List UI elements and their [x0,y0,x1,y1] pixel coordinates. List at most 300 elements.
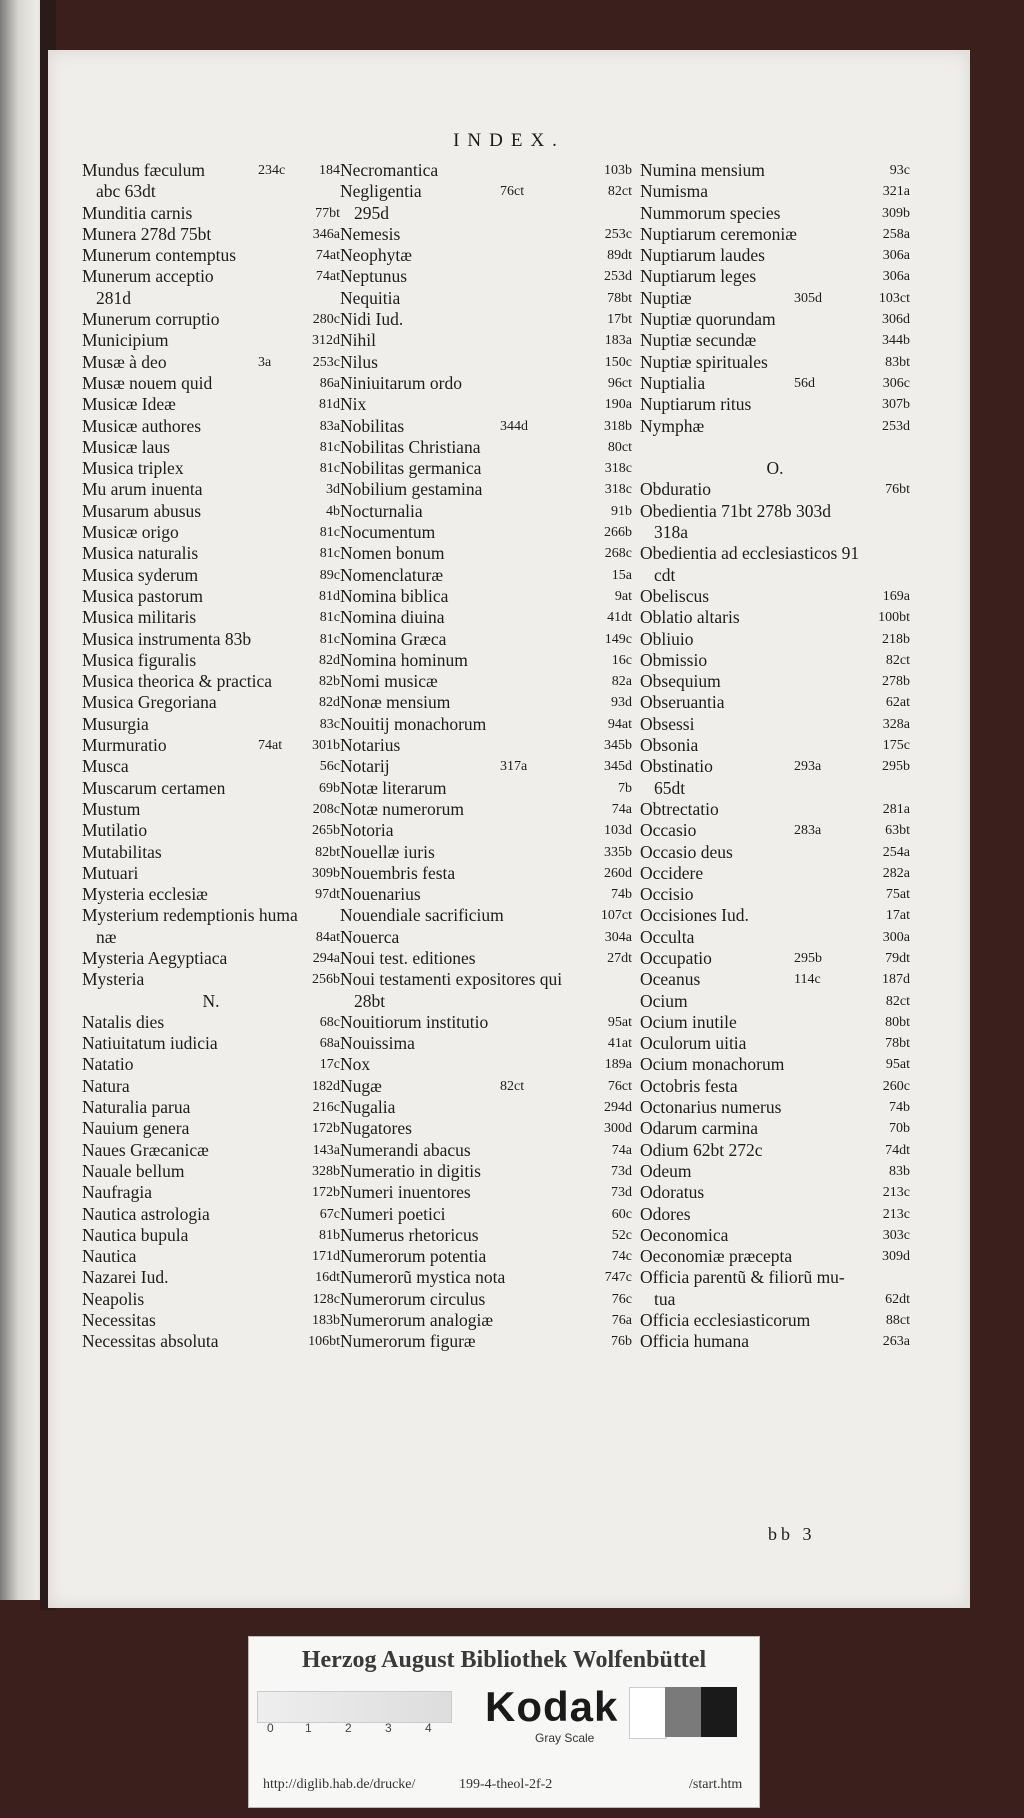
index-entry [82,650,340,671]
entry-ref: 77bt [315,205,340,221]
entry-term: Nuptiæ [640,287,692,308]
entry-ref: 82b [319,674,340,690]
entry-term: Neptunus [340,266,408,287]
entry-ref: 79dt [885,950,910,966]
scale-number: 3 [385,1721,392,1735]
entry-term: Ocium monachorum [640,1054,785,1075]
entry-term: Nequitia [340,287,401,308]
entry-term: Odarum carmina [640,1118,759,1139]
entry-ref: 304a [604,929,632,945]
entry-ref: 82d [319,695,340,711]
index-entry [82,522,340,543]
index-entry [82,863,340,884]
index-entry [640,714,910,735]
entry-ref: 306d [882,312,910,328]
entry-ref: 74at [258,738,283,754]
entry-term: Nouerca [340,926,400,947]
entry-ref: 175c [882,738,910,754]
index-entry [340,1225,632,1246]
index-entry [82,629,340,650]
entry-term: Numerorũ mystica nota [340,1267,506,1288]
entry-term: Mysteria Aegyptiaca [82,947,228,968]
index-entry [340,394,632,415]
entry-ref: 81c [319,525,340,541]
entry-ref: 17c [319,1057,340,1073]
index-entry [82,586,340,607]
entry-ref: 208c [312,801,340,817]
entry-term: Nomina hominum [340,649,468,670]
library-color-target [248,1636,760,1808]
index-entry [640,1267,910,1288]
entry-ref: 103b [604,163,632,178]
index-entry [82,735,340,756]
index-entry [82,820,340,841]
entry-term: Numeri inuentores [340,1182,471,1203]
entry-term: Musica figuralis [82,649,197,670]
entry-ref: 56c [319,759,340,775]
entry-ref: 82ct [500,1078,525,1094]
index-entry [340,1289,632,1310]
index-entry [340,203,632,224]
entry-ref: 83a [319,418,340,434]
entry-term: Nuptiarum laudes [640,245,765,266]
entry-term: Occisiones Iud. [640,905,749,926]
entry-ref: 293a [794,759,822,775]
index-entry [640,394,910,415]
entry-term: Mundus fæculum [82,160,205,180]
entry-term: Naues Græcanicæ [82,1139,209,1160]
entry-term: 28bt [354,990,386,1011]
entry-term: Obeliscus [640,585,710,606]
entry-ref: 86a [319,375,340,391]
index-entry [340,1076,632,1097]
entry-ref: 60c [611,1206,632,1222]
entry-ref: 83c [319,716,340,732]
entry-ref: 106bt [308,1334,340,1350]
entry-term: Nouenarius [340,884,421,905]
entry-ref: 76ct [500,184,525,200]
gray-swatch [665,1687,701,1737]
entry-term: Musicæ laus [82,436,170,457]
entry-ref: 283a [794,823,822,839]
index-entry [340,245,632,266]
entry-term: Musica Gregoriana [82,692,217,713]
index-entry [340,458,632,479]
index-entry [640,181,910,202]
index-entry [640,1012,910,1033]
index-entry [640,352,910,373]
entry-term: Necromantica [340,160,439,180]
index-entry [640,586,910,607]
entry-term: Numerorum circulus [340,1288,486,1309]
entry-ref: 56d [794,375,815,391]
index-entry [640,948,910,969]
entry-term: Occupatio [640,947,712,968]
index-entry [82,842,340,863]
entry-ref: 93d [611,695,632,711]
entry-ref: 89dt [607,248,632,264]
index-entry [82,884,340,905]
entry-ref: 100bt [878,610,910,626]
entry-ref: 184 [319,163,340,178]
index-entry [640,1225,910,1246]
index-entry [640,1161,910,1182]
index-entry [340,969,632,990]
entry-ref: 260c [882,1078,910,1094]
entry-ref: 268c [604,546,632,562]
entry-term: Nautica bupula [82,1224,189,1245]
index-entry [640,969,910,990]
entry-ref: 344b [882,333,910,349]
entry-ref: 266b [604,525,632,541]
entry-term: Mutuari [82,862,139,883]
index-entry [340,1054,632,1075]
entry-ref: 81c [319,461,340,477]
entry-ref: 74b [889,1100,910,1116]
entry-ref: 328b [312,1163,340,1179]
entry-ref: 253d [882,418,910,434]
entry-term: Odoratus [640,1182,705,1203]
entry-ref: 95at [607,1014,632,1030]
entry-ref: 74at [315,248,340,264]
index-entry [82,245,340,266]
entry-ref: 73d [611,1163,632,1179]
entry-ref: 27dt [607,950,632,966]
entry-ref: 68a [319,1036,340,1052]
entry-ref: 282a [882,865,910,881]
entry-term: Musca [82,756,129,777]
entry-term: Mysterium redemptionis huma [82,905,298,926]
index-entry [640,288,910,309]
entry-term: Numeratio in digitis [340,1160,481,1181]
entry-ref: 183b [312,1313,340,1329]
entry-ref: 213c [882,1185,910,1201]
index-entry [640,607,910,628]
entry-ref: 300a [882,929,910,945]
index-entry [340,501,632,522]
index-entry [82,991,340,1012]
entry-ref: 258a [882,226,910,242]
entry-term: Nomenclaturæ [340,564,444,585]
entry-ref: 81c [319,631,340,647]
entry-ref: 254a [882,844,910,860]
entry-ref: 328a [882,716,910,732]
url-base: http://diglib.hab.de/drucke/ [263,1777,416,1792]
entry-ref: 7b [618,780,632,796]
entry-term: Notoria [340,820,394,841]
entry-term: Notarij [340,756,390,777]
entry-ref: 306c [882,375,910,391]
entry-ref: 256b [312,972,340,988]
entry-term: Oceanus [640,969,701,990]
entry-ref: 294a [312,950,340,966]
index-entry [82,352,340,373]
entry-term: Munerum acceptio [82,266,214,287]
index-entry [340,671,632,692]
index-entry [640,799,910,820]
entry-ref: 69b [319,780,340,796]
entry-ref: 281a [882,801,910,817]
index-entry [640,479,910,500]
entry-term: Nonæ mensium [340,692,451,713]
index-entry [340,607,632,628]
entry-ref: 318c [604,461,632,477]
index-entry [640,522,910,543]
index-entry [82,927,340,948]
entry-ref: 150c [604,354,632,370]
entry-term: Notarius [340,735,401,756]
entry-ref: 172b [312,1185,340,1201]
entry-ref: 96ct [607,375,632,391]
entry-ref: 278b [882,674,910,690]
entry-ref: 74a [611,1142,632,1158]
index-entry [640,1310,910,1331]
entry-ref: 345b [604,738,632,754]
entry-ref: 747c [604,1270,632,1286]
entry-ref: 295b [794,950,822,966]
index-entry [640,203,910,224]
index-entry [340,778,632,799]
entry-term: Nuptiarum ceremoniæ [640,223,797,244]
entry-term: Neophytæ [340,245,412,266]
entry-term: tua [654,1288,676,1309]
entry-term: Nouendiale sacrificium [340,905,504,926]
entry-ref: 17at [885,908,910,924]
entry-ref: 82ct [885,652,910,668]
entry-ref: 76c [611,1291,632,1307]
entry-term: Obsessi [640,713,695,734]
entry-term: Nemesis [340,223,401,244]
index-column-3 [640,160,910,1353]
index-entry [340,927,632,948]
index-entry [82,224,340,245]
index-entry [82,1076,340,1097]
index-entry [640,820,910,841]
index-entry [340,863,632,884]
entry-ref: 321a [882,184,910,200]
entry-ref: 76bt [885,482,910,498]
signature-mark: bb 3 [768,1524,816,1544]
index-entry [82,799,340,820]
entry-ref: 107ct [600,908,632,924]
entry-ref: 307b [882,397,910,413]
entry-ref: 75at [885,887,910,903]
entry-term: Nix [340,394,367,415]
index-entry [640,266,910,287]
index-entry [640,756,910,777]
entry-ref: 93c [889,163,910,178]
index-entry [340,160,632,181]
scale-number: 4 [425,1721,432,1735]
entry-ref: 41at [607,1036,632,1052]
entry-term: Mysteria [82,969,145,990]
entry-ref: 84at [315,929,340,945]
index-entry [340,1246,632,1267]
entry-ref: 253c [312,354,340,370]
index-entry [82,437,340,458]
entry-ref: 345d [604,759,632,775]
entry-ref: 183a [604,333,632,349]
entry-ref: 216c [312,1100,340,1116]
entry-term: Nihil [340,330,376,351]
entry-ref: 346a [312,226,340,242]
entry-ref: 74c [611,1249,632,1265]
entry-term: Nuptiæ secundæ [640,330,757,351]
entry-ref: 309b [882,205,910,221]
entry-term: Octonarius numerus [640,1097,782,1118]
index-entry [82,905,340,926]
entry-term: Nocturnalia [340,500,423,521]
entry-term: Musæ à deo [82,351,167,372]
entry-ref: 103ct [878,290,910,306]
entry-ref: 234c [258,163,286,178]
entry-term: Odium 62bt 272c [640,1139,763,1160]
index-entry [82,1267,340,1288]
index-entry [340,352,632,373]
entry-term: 295d [354,202,389,223]
entry-ref: 295b [882,759,910,775]
entry-term: Nuptiæ quorundam [640,309,776,330]
entry-term: Nomina Græca [340,628,447,649]
index-entry [640,1331,910,1352]
index-entry [82,692,340,713]
entry-ref: 82ct [607,184,632,200]
index-column-1 [82,160,340,1353]
index-entry [82,458,340,479]
index-entry [340,820,632,841]
entry-ref: 62at [885,695,910,711]
index-entry [340,692,632,713]
index-entry [82,1204,340,1225]
entry-term: Nouitij monachorum [340,713,487,734]
index-entry [82,266,340,287]
entry-term: Nouitiorum institutio [340,1011,489,1032]
entry-term: Officia parentũ & filiorũ mu- [640,1267,845,1288]
index-entry [640,245,910,266]
index-entry [340,650,632,671]
entry-term: Ocium inutile [640,1011,737,1032]
index-entry [82,160,340,181]
entry-ref: 169a [882,588,910,604]
entry-term: Officia humana [640,1331,750,1352]
index-entry [340,905,632,926]
entry-ref: 15a [611,567,632,583]
index-entry [640,1246,910,1267]
entry-term: Officia ecclesiasticorum [640,1310,811,1331]
page-title: INDEX. [453,130,565,151]
entry-term: Obedientia ad ecclesiasticos 91 [640,543,860,564]
entry-ref: 16dt [315,1270,340,1286]
entry-term: Obmissio [640,649,708,670]
entry-term: Nazarei Iud. [82,1267,169,1288]
entry-term: Occulta [640,926,695,947]
entry-term: Oeconomiæ præcepta [640,1246,793,1267]
index-entry [340,522,632,543]
scale-number: 0 [267,1721,274,1735]
index-entry [82,181,340,202]
entry-term: 318a [654,522,689,543]
entry-term: Nummorum species [640,202,781,223]
index-entry [340,1012,632,1033]
index-entry [640,629,910,650]
entry-ref: 95at [885,1057,910,1073]
entry-ref: 82bt [315,844,340,860]
index-entry [82,1161,340,1182]
entry-term: Occasio deus [640,841,733,862]
index-entry [640,1289,910,1310]
entry-term: Musicæ Ideæ [82,394,176,415]
entry-ref: 74a [611,801,632,817]
index-entry [340,1118,632,1139]
index-entry [340,714,632,735]
index-entry [82,203,340,224]
entry-ref: 149c [604,631,632,647]
entry-term: Natatio [82,1054,134,1075]
index-entry [640,1033,910,1054]
index-entry [82,1097,340,1118]
entry-term: Notæ numerorum [340,798,464,819]
entry-ref: 190a [604,397,632,413]
index-entry [640,863,910,884]
entry-ref: 78bt [885,1036,910,1052]
entry-ref: 82d [319,652,340,668]
index-entry [640,458,910,479]
index-entry [640,437,910,458]
entry-term: Obsequium [640,671,721,692]
entry-ref: 74at [315,269,340,285]
entry-ref: 94at [607,716,632,732]
entry-ref: 301b [312,738,340,754]
entry-term: Natura [82,1075,130,1096]
index-entry [340,1097,632,1118]
entry-term: Nouellæ iuris [340,841,435,862]
entry-term: Neapolis [82,1288,145,1309]
entry-ref: 81c [319,610,340,626]
entry-ref: 294d [604,1100,632,1116]
entry-term: Musurgia [82,713,149,734]
entry-term: Nauium genera [82,1118,190,1139]
entry-term: abc 63dt [96,181,156,202]
entry-term: Niniuitarum ordo [340,372,462,393]
index-entry [82,1310,340,1331]
entry-ref: 187d [882,972,910,988]
entry-term: Musica militaris [82,607,197,628]
entry-ref: 218b [882,631,910,647]
entry-term: Numerandi abacus [340,1139,471,1160]
entry-ref: 67c [319,1206,340,1222]
index-entry [82,501,340,522]
entry-ref: 81b [319,1227,340,1243]
entry-term: 65dt [654,777,686,798]
index-entry [82,1033,340,1054]
index-entry [340,181,632,202]
index-entry [340,991,632,1012]
index-entry [340,1310,632,1331]
entry-term: Numerus rhetoricus [340,1224,479,1245]
entry-ref: 83b [889,1163,910,1179]
entry-term: Mutilatio [82,820,148,841]
entry-term: Nuptiæ spirituales [640,351,768,372]
index-entry [340,884,632,905]
index-entry [340,1140,632,1161]
entry-term: Ocium [640,990,688,1011]
entry-term: Muscarum certamen [82,777,226,798]
entry-term: Occidere [640,862,704,883]
entry-term: Oeconomica [640,1224,729,1245]
entry-ref: 76ct [607,1078,632,1094]
entry-term: Numina mensium [640,160,765,180]
entry-ref: 3d [326,482,340,498]
